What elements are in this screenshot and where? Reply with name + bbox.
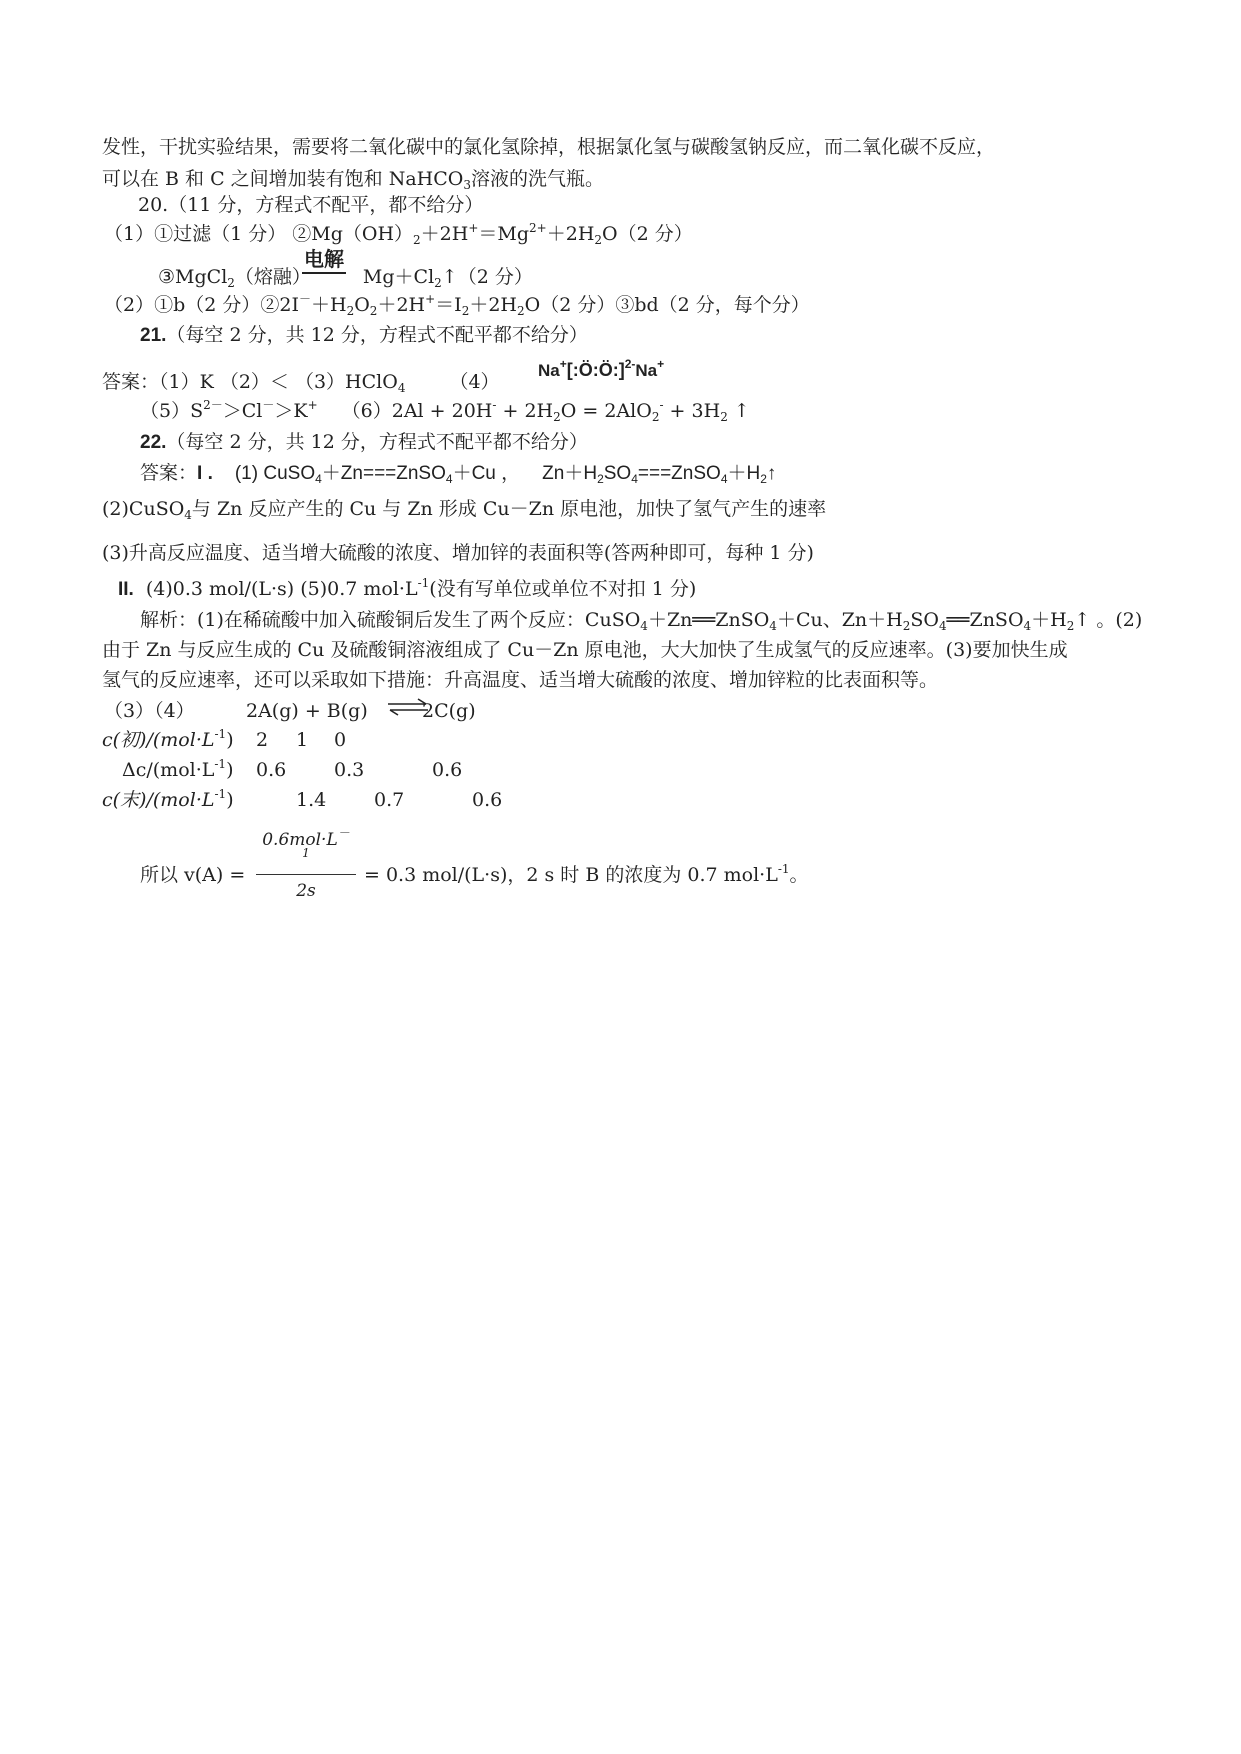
final-result-prefix: 所以 v(A) = bbox=[140, 864, 246, 886]
text-span: （5）S bbox=[140, 400, 204, 422]
explanation-line: 氢气的反应速率，还可以采取如下措施：升高温度、适当增大硫酸的浓度、增加锌粒的比表面积等。 bbox=[102, 669, 939, 691]
table-row-final bbox=[102, 788, 234, 812]
final-result bbox=[364, 863, 809, 887]
table-cell: 0 bbox=[334, 729, 347, 751]
text-span: ) bbox=[226, 729, 234, 751]
text-span: ＋2H bbox=[546, 223, 595, 245]
equation-1 bbox=[235, 463, 520, 484]
table-header bbox=[104, 699, 195, 723]
text-span: O（2 分） bbox=[602, 223, 693, 245]
subscript: 2 bbox=[413, 233, 421, 247]
table-cell: 0.7 bbox=[374, 789, 405, 811]
text-span: ＋2H bbox=[469, 294, 517, 316]
electrolysis-label: 电解 bbox=[304, 249, 344, 271]
text-span: ＞Cl bbox=[222, 400, 263, 422]
subscript: 3 bbox=[463, 178, 471, 192]
text-span: (没有写单位或单位不对扣 1 分) bbox=[429, 578, 697, 600]
table-cell: 2 bbox=[256, 729, 269, 751]
table-cell: 0.6 bbox=[256, 759, 287, 781]
text-span: （2）①b（2 分）②2I bbox=[104, 294, 299, 316]
question-20-heading: 20.（11 分，方程式不配平，都不给分） bbox=[138, 194, 484, 216]
text-span: 2A(g) + B(g) bbox=[246, 700, 368, 722]
text-span: c(末)/(mol·L bbox=[102, 789, 215, 811]
text-span: c(初)/(mol·L bbox=[102, 729, 215, 751]
electron-formula-na2o2 bbox=[538, 357, 665, 381]
text-span: 与 Zn 反应产生的 Cu 与 Zn 形成 Cu－Zn 原电池，加快了氢气产生的速率 bbox=[191, 498, 827, 520]
subscript: 2 bbox=[461, 304, 470, 318]
subscript: 4 bbox=[315, 472, 322, 486]
text-span: 可以在 B 和 C 之间增加装有饱和 NaHCO bbox=[102, 168, 464, 190]
subscript: 4 bbox=[445, 472, 453, 486]
subscript: 2 bbox=[597, 472, 604, 486]
superscript: -1 bbox=[214, 727, 227, 741]
table-row-change bbox=[122, 758, 234, 782]
text-span: ＋2H bbox=[420, 223, 469, 245]
text-span: (1) CuSO bbox=[234, 463, 316, 484]
superscript: 2- bbox=[624, 357, 636, 371]
text-span: ＋Zn===ZnSO bbox=[321, 463, 446, 484]
text-span: 答案：（1）K （2）＜ （3）HClO bbox=[102, 371, 398, 393]
row-label bbox=[102, 729, 214, 751]
text-span: ↑ 。(2) bbox=[1074, 609, 1143, 631]
question-22-answer-I bbox=[140, 461, 776, 486]
subscript: 4 bbox=[1023, 619, 1032, 633]
subscript: 4 bbox=[397, 381, 406, 395]
text-span: 答案： bbox=[140, 462, 198, 484]
question-22-part-2 bbox=[102, 497, 826, 521]
subscript: 2 bbox=[346, 304, 355, 318]
electrolysis-condition bbox=[298, 250, 350, 274]
question-number: 22. bbox=[140, 432, 167, 453]
text-span: Mg＋Cl bbox=[362, 266, 435, 288]
table-cell: 0.6 bbox=[472, 789, 503, 811]
subscript: 2 bbox=[227, 276, 235, 290]
superscript: - bbox=[659, 398, 664, 412]
table-cell: 0.6 bbox=[432, 759, 463, 781]
subscript: 4 bbox=[769, 619, 777, 633]
text-span: （每空 2 分，共 12 分，方程式不配平都不给分） bbox=[166, 431, 588, 453]
question-21-answer-cont bbox=[140, 399, 750, 423]
subscript: 4 bbox=[938, 619, 947, 633]
text-span: ＞K bbox=[274, 400, 308, 422]
text-span: (4)0.3 mol/(L·s) (5)0.7 mol·L bbox=[145, 578, 418, 600]
subscript: 2 bbox=[553, 410, 561, 424]
text-span: 。 bbox=[789, 864, 809, 886]
text-span: Δc/(mol·L bbox=[122, 759, 215, 781]
subscript: 2 bbox=[651, 410, 660, 424]
superscript: + bbox=[657, 357, 665, 371]
text-span: （6）2Al + 20H bbox=[341, 400, 493, 422]
text-span: ＋H bbox=[311, 294, 347, 316]
text-span: ＋Zn══ZnSO bbox=[647, 609, 770, 631]
equilibrium-equation bbox=[246, 699, 368, 723]
text-span: 溶液的洗气瓶。 bbox=[470, 168, 604, 190]
subscript: 2 bbox=[1066, 619, 1075, 633]
subscript: 2 bbox=[594, 233, 603, 247]
text-span: O（2 分）③bd（2 分，每个分） bbox=[524, 294, 810, 316]
explanation-line bbox=[140, 608, 1142, 632]
roman-numeral: II. bbox=[118, 579, 134, 600]
text-span: SO bbox=[910, 609, 939, 631]
text-span: ＋2H bbox=[377, 294, 426, 316]
question-20-part-1 bbox=[104, 222, 693, 246]
text-span: + 3H bbox=[663, 400, 721, 422]
fraction-denominator: 2s bbox=[296, 881, 316, 901]
subscript: 4 bbox=[184, 508, 192, 522]
text-span: ) bbox=[226, 759, 234, 781]
question-22-answer-II bbox=[118, 577, 696, 602]
text-span: ＋H bbox=[1031, 609, 1067, 631]
text-span: = 0.3 mol/(L·s)，2 s 时 B 的浓度为 0.7 mol·L bbox=[364, 864, 778, 886]
text-span: ＋Cu ， bbox=[452, 463, 521, 484]
text-span: Zn＋H bbox=[542, 463, 598, 484]
text-span: ↑（2 分） bbox=[441, 266, 533, 288]
subscript: 2 bbox=[720, 410, 728, 424]
text-span: ＝Mg bbox=[478, 223, 530, 245]
superscript: -1 bbox=[214, 787, 227, 801]
equilibrium-product: 2C(g) bbox=[422, 700, 476, 722]
superscript: -1 bbox=[417, 576, 430, 590]
peroxide-symbol: [:Ö:Ö:] bbox=[566, 360, 625, 380]
text-span: ) bbox=[226, 789, 234, 811]
superscript: －1 bbox=[302, 826, 350, 860]
table-cell: 0.3 bbox=[334, 759, 365, 781]
text-line: 发性，干扰实验结果，需要将二氧化碳中的氯化氢除掉，根据氯化氢与碳酸氢钠反应，而二氧化碳不反应， bbox=[102, 136, 996, 158]
superscript: - bbox=[492, 398, 497, 412]
na-symbol: Na bbox=[635, 361, 658, 380]
equation-2 bbox=[542, 463, 776, 484]
question-22-part-3: (3)升高反应温度、适当增大硫酸的浓度、增加锌的表面积等(答两种即可，每种 1 分) bbox=[102, 542, 814, 564]
text-span: ＝I bbox=[435, 294, 462, 316]
text-span: （3）（4） bbox=[104, 700, 195, 722]
question-20-part-2 bbox=[104, 293, 810, 317]
text-line bbox=[102, 167, 604, 191]
fraction-numerator bbox=[256, 826, 356, 875]
text-span: ＋Cu、Zn＋H bbox=[776, 609, 903, 631]
text-span: ③MgCl bbox=[158, 266, 228, 288]
subscript: 4 bbox=[720, 472, 728, 486]
superscript: 2+ bbox=[529, 221, 547, 235]
question-22-heading bbox=[140, 430, 588, 455]
text-span: O = 2AlO bbox=[560, 400, 652, 422]
roman-numeral: I . bbox=[197, 463, 213, 484]
superscript: -1 bbox=[777, 862, 790, 876]
row-label bbox=[102, 789, 214, 811]
subscript: 2 bbox=[902, 619, 911, 633]
superscript: + bbox=[468, 221, 479, 235]
text-span: + 2H bbox=[496, 400, 554, 422]
superscript: + bbox=[307, 398, 318, 412]
superscript: 2－ bbox=[203, 398, 223, 412]
superscript: -1 bbox=[214, 757, 227, 771]
explanation-line: 由于 Zn 与反应生成的 Cu 及硫酸铜溶液组成了 Cu－Zn 原电池，大大加快了生成氢气的反应速率。(3)要加快生成 bbox=[102, 639, 1068, 661]
text-span: O bbox=[354, 294, 370, 316]
na-symbol: Na bbox=[538, 361, 560, 380]
question-21-answer bbox=[102, 370, 500, 394]
text-span: （每空 2 分，共 12 分，方程式不配平都不给分） bbox=[166, 324, 588, 346]
text-span: 0.6mol·L bbox=[262, 830, 338, 850]
text-span: ↑ bbox=[766, 463, 777, 484]
text-span: 解析：(1)在稀硫酸中加入硫酸铜后发生了两个反应：CuSO bbox=[140, 609, 641, 631]
text-span: ══ZnSO bbox=[946, 609, 1024, 631]
subscript: 2 bbox=[760, 472, 767, 486]
text-span: ↑ bbox=[727, 400, 750, 422]
superscript: + bbox=[559, 357, 567, 371]
question-21-heading bbox=[140, 323, 588, 348]
subscript: 2 bbox=[517, 304, 525, 318]
subscript: 4 bbox=[640, 619, 648, 633]
text-span: (2)CuSO bbox=[102, 498, 185, 520]
table-row-initial bbox=[102, 728, 234, 752]
rate-fraction bbox=[256, 826, 356, 901]
reaction-bar bbox=[302, 272, 346, 274]
text-span: （熔融） bbox=[234, 266, 311, 288]
text-span: ===ZnSO bbox=[637, 463, 721, 484]
superscript: + bbox=[425, 292, 436, 306]
subscript: 2 bbox=[369, 304, 378, 318]
superscript: － bbox=[262, 398, 275, 412]
superscript: － bbox=[298, 292, 311, 306]
table-cell: 1.4 bbox=[296, 789, 327, 811]
text-span: SO bbox=[603, 463, 632, 484]
table-cell: 1 bbox=[296, 729, 309, 751]
text-span: ＋H bbox=[727, 463, 761, 484]
subscript: 2 bbox=[434, 276, 442, 290]
text-span: （1）①过滤（1 分） ②Mg（OH） bbox=[104, 223, 414, 245]
text-span: （4） bbox=[449, 371, 500, 393]
subscript: 4 bbox=[631, 472, 638, 486]
question-number: 21. bbox=[140, 325, 167, 346]
